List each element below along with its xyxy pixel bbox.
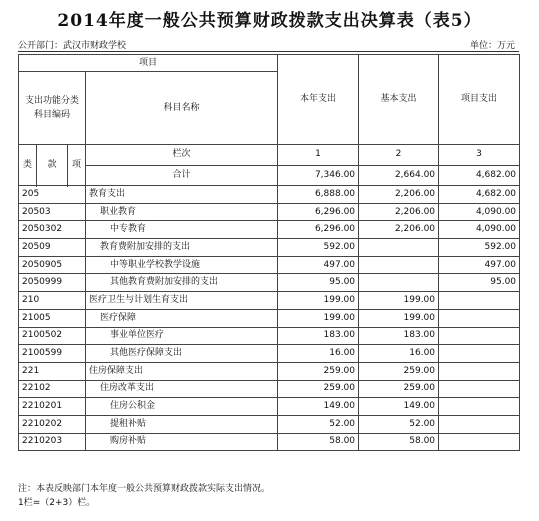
total-expenditure: 95.00 [278,274,359,292]
total-expenditure: 199.00 [278,309,359,327]
footnotes [18,482,270,510]
subject-name: 中专教育 [86,221,278,239]
subject-code: 21005 [19,309,86,327]
subject-name: 医疗卫生与计划生育支出 [86,292,278,310]
project-expenditure: 4,090.00 [439,203,520,221]
total-expenditure: 52.00 [278,415,359,433]
table-row [19,239,520,257]
column-index-row [19,165,520,186]
project-expenditure [439,327,520,345]
table-row [19,380,520,398]
subject-name: 住房公积金 [86,398,278,416]
subject-code: 2210203 [19,433,86,451]
basic-expenditure: 199.00 [359,292,439,310]
basic-expenditure [359,256,439,274]
basic-expenditure: 52.00 [359,415,439,433]
table-row [19,415,520,433]
subject-code: 20509 [19,239,86,257]
function-code-header: 支出功能分类科目编码 [19,72,86,145]
total-expenditure: 199.00 [278,292,359,310]
subject-code: 205 [19,186,86,204]
project-expenditure: 4,682.00 [439,186,520,204]
footnote-1: 注：本表反映部门本年度一般公共预算财政拨款实际支出情况。 [18,484,271,494]
header-row-class [19,145,520,166]
total-expenditure: 6,296.00 [278,203,359,221]
page-title: 2014年度一般公共预算财政拨款支出决算表（表5） [57,11,482,31]
section-header: 款 [37,145,68,186]
subject-name: 教育支出 [86,186,278,204]
total-expenditure: 6,296.00 [278,221,359,239]
project-expenditure: 4,090.00 [439,221,520,239]
subject-name-header: 科目名称 [86,72,278,145]
footnote-2: 1栏=（2+3）栏。 [18,498,96,508]
subtotal-label: 合计 [86,165,278,186]
basic-expenditure: 199.00 [359,309,439,327]
project-expenditure: 95.00 [439,274,520,292]
subject-code: 2210202 [19,415,86,433]
basic-expenditure: 183.00 [359,327,439,345]
subject-code: 2210201 [19,398,86,416]
total-expenditure: 497.00 [278,256,359,274]
total-expenditure: 259.00 [278,362,359,380]
project-expenditure [439,309,520,327]
table-row [19,274,520,292]
project-expenditure-header: 项目支出 [439,55,520,145]
basic-expenditure: 2,206.00 [359,203,439,221]
project-expenditure [439,398,520,416]
basic-expenditure-header: 基本支出 [359,55,439,145]
subject-code: 210 [19,292,86,310]
total-expenditure: 183.00 [278,327,359,345]
table-row [19,203,520,221]
table-row [19,221,520,239]
column-index-label: 栏次 [86,145,278,166]
project-expenditure [439,380,520,398]
table-row [19,345,520,363]
header-rule [18,51,519,52]
department-label: 公开部门：武汉市财政学校 [18,41,127,51]
item-header: 项 [68,145,86,186]
basic-expenditure: 149.00 [359,398,439,416]
subject-name: 其他教育费附加安排的支出 [86,274,278,292]
project-header: 项目 [19,55,278,72]
project-expenditure [439,345,520,363]
project-expenditure: 592.00 [439,239,520,257]
expenditure-table [18,54,520,451]
column-number-3: 3 [439,145,520,166]
total-expenditure: 149.00 [278,398,359,416]
subject-code: 2050999 [19,274,86,292]
basic-expenditure [359,239,439,257]
subject-code: 2050302 [19,221,86,239]
class-header: 类 [19,145,37,186]
subject-name: 中等职业学校教学设施 [86,256,278,274]
basic-expenditure: 259.00 [359,380,439,398]
subject-name: 提租补贴 [86,415,278,433]
total-expenditure: 58.00 [278,433,359,451]
subject-code: 2100599 [19,345,86,363]
subject-name: 职业教育 [86,203,278,221]
subject-name: 住房改革支出 [86,380,278,398]
project-expenditure [439,292,520,310]
table-row [19,327,520,345]
table-row [19,309,520,327]
unit-label: 单位：万元 [469,41,515,51]
table-row [19,433,520,451]
basic-expenditure: 259.00 [359,362,439,380]
header-row-project [19,55,520,72]
subject-code: 2100502 [19,327,86,345]
total-expenditure: 592.00 [278,239,359,257]
subject-name: 其他医疗保障支出 [86,345,278,363]
subject-name: 住房保障支出 [86,362,278,380]
subject-name: 医疗保障 [86,309,278,327]
project-expenditure: 497.00 [439,256,520,274]
basic-expenditure: 58.00 [359,433,439,451]
table-row [19,398,520,416]
subject-name: 教育费附加安排的支出 [86,239,278,257]
total-expenditure-header: 本年支出 [278,55,359,145]
basic-expenditure: 2,206.00 [359,221,439,239]
basic-expenditure [359,274,439,292]
table-row [19,362,520,380]
subject-code: 221 [19,362,86,380]
basic-sum: 2,664.00 [359,165,439,186]
column-number-2: 2 [359,145,439,166]
total-expenditure: 16.00 [278,345,359,363]
subject-code: 2050905 [19,256,86,274]
project-sum: 4,682.00 [439,165,520,186]
total-sum: 7,346.00 [278,165,359,186]
total-expenditure: 6,888.00 [278,186,359,204]
project-expenditure [439,415,520,433]
basic-expenditure: 2,206.00 [359,186,439,204]
subject-code: 22102 [19,380,86,398]
project-expenditure [439,362,520,380]
subject-name: 事业单位医疗 [86,327,278,345]
subject-name: 购房补贴 [86,433,278,451]
basic-expenditure: 16.00 [359,345,439,363]
table-row [19,186,520,204]
project-expenditure [439,433,520,451]
column-number-1: 1 [278,145,359,166]
total-expenditure: 259.00 [278,380,359,398]
table-row [19,292,520,310]
subject-code: 20503 [19,203,86,221]
table-row [19,256,520,274]
